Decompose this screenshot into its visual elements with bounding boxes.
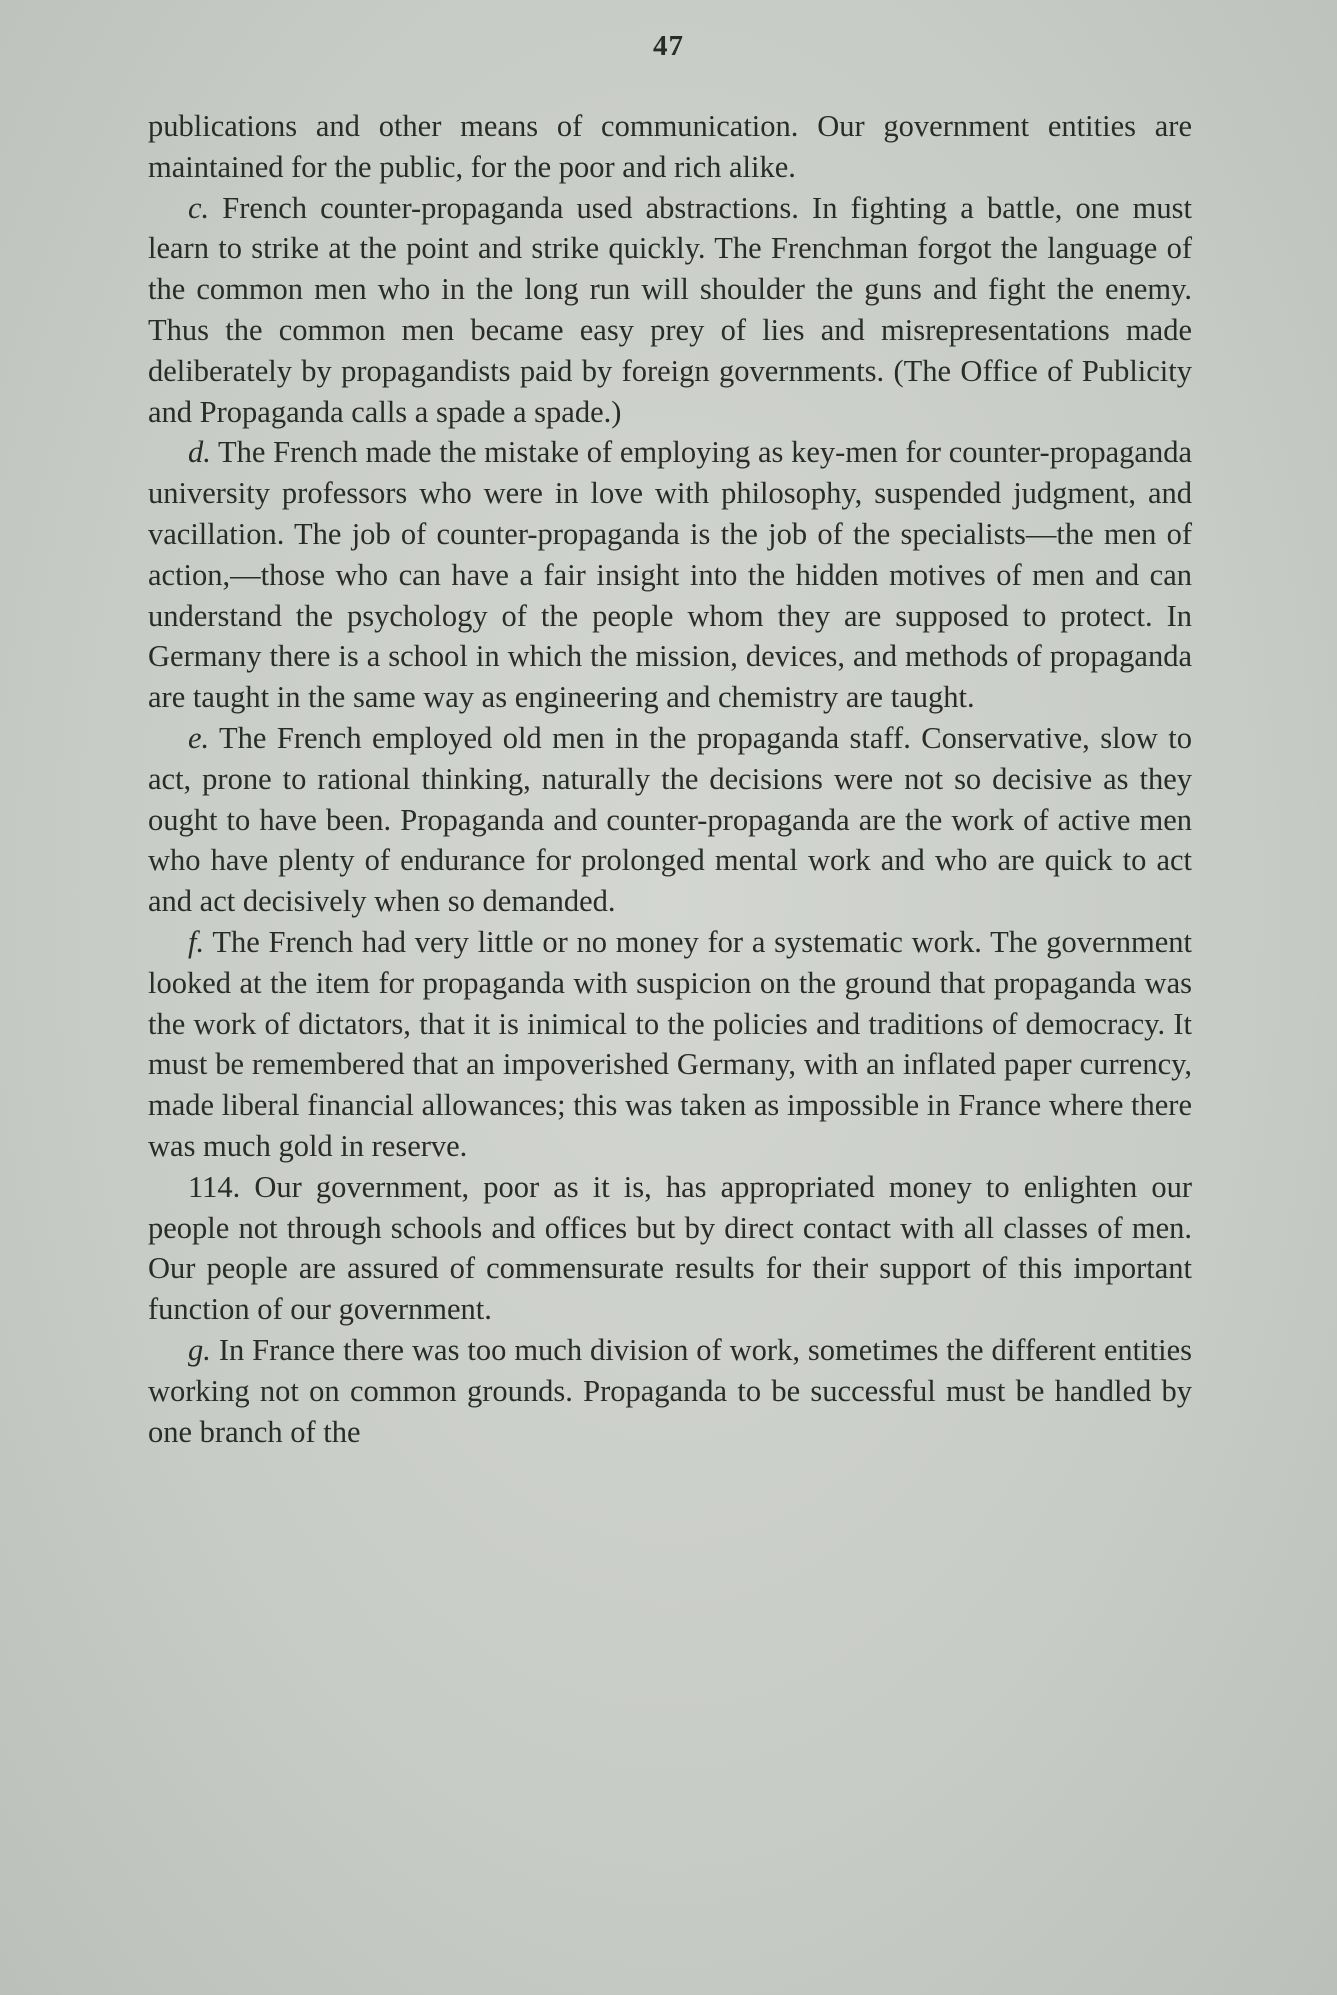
paragraph-marker: f. <box>188 924 205 959</box>
paragraph-text: The French made the mistake of employing as key-men for counter-propaganda university professors who were in love with philosophy, suspended judgment, and vacillation. The job of counter-propaganda is the job of the specialists—the men of action,—those who can have a fair insight into the hidden motives of men and can understand the psychology of the people whom they are supposed to protect. In Germany there is a school in which the mission, devices, and methods of propaganda are taught in the same way as engineering and chemistry are taught. <box>148 435 1192 715</box>
paragraph-marker: d. <box>188 435 211 470</box>
paragraph-marker: g. <box>188 1332 211 1367</box>
paragraph-marker: c. <box>188 190 210 225</box>
paragraph-e <box>148 718 1192 922</box>
body-text <box>148 106 1192 1452</box>
paragraph-f <box>148 922 1192 1167</box>
paragraph-text: publications and other means of communication. Our government entities are maintained for the public, for the poor and rich alike. <box>148 109 1192 184</box>
paragraph-text: French counter-propaganda used abstractions. In fighting a battle, one must learn to strike at the point and strike quickly. The Frenchman forgot the language of the common men who in the long run will shoulder the guns and fight the enemy. Thus the common men became easy prey of lies and misrepresentations made deliberately by propagandists paid by foreign governments. (The Office of Publicity and Propaganda calls a spade a spade.) <box>148 190 1192 429</box>
paragraph-text: The French had very little or no money for a systematic work. The government looked at the item for propaganda with suspicion on the ground that propaganda was the work of dictators, that it is inimical to the policies and traditions of democracy. It must be remembered that an impoverished Germany, with an inflated paper currency, made liberal financial allowances; this was taken as impossible in France where there was much gold in reserve. <box>148 924 1192 1163</box>
paragraph-c <box>148 188 1192 433</box>
paragraph-continuation <box>148 106 1192 188</box>
paragraph-text: 114. Our government, poor as it is, has appropriated money to enlighten our people not through schools and offices but by direct contact with all classes of men. Our people are assured of commensurate results for their support of this important function of our government. <box>148 1169 1192 1327</box>
page-number: 47 <box>653 30 684 62</box>
paragraph-d <box>148 432 1192 718</box>
paragraph-text: In France there was too much division of work, sometimes the different entities working not on common grounds. Propaganda to be successful must be handled by one branch of the <box>148 1332 1192 1449</box>
paragraph-114 <box>148 1167 1192 1330</box>
paragraph-g <box>148 1330 1192 1452</box>
paragraph-text: The French employed old men in the propaganda staff. Conservative, slow to act, prone to rational thinking, naturally the decisions were not so decisive as they ought to have been. Propaganda and counter-propaganda are the work of active men who have plenty of endurance for prolonged mental work and who are quick to act and act decisively when so demanded. <box>148 720 1192 919</box>
paragraph-marker: e. <box>188 720 210 755</box>
